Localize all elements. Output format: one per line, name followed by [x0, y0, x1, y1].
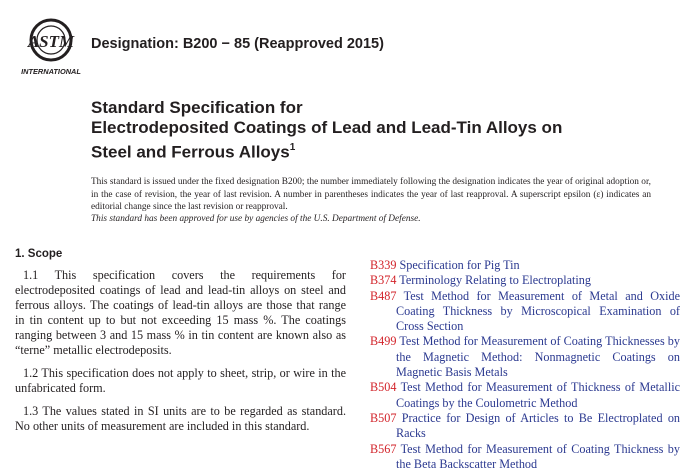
reference-item — [370, 258, 680, 273]
reference-link[interactable]: B487 — [370, 288, 397, 303]
title-footnote-marker[interactable]: 1 — [289, 142, 296, 153]
approval-note: This standard has been approved for use by agencies of the U.S. Department of Defense. — [91, 214, 421, 224]
reference-title[interactable]: Specification for Pig Tin — [399, 258, 520, 272]
reference-item — [370, 442, 680, 472]
reference-title[interactable]: Test Method for Measurement of Coating Thickness by the Beta Backscatter Method — [396, 441, 680, 471]
reference-item — [370, 334, 680, 380]
scope-paragraph: 1.3 The values stated in SI units are to be regarded as standard. No other units of measurement are included in this standard. — [15, 404, 346, 433]
title-line-2: Electrodeposited Coatings of Lead and Lead-Tin Alloys on — [91, 118, 563, 137]
logo-label: INTERNATIONAL — [21, 67, 81, 76]
reference-title[interactable]: Test Method for Measurement of Metal and Oxide Coating Thickness by Microscopical Examination of Cross Section — [396, 288, 680, 334]
reference-item — [370, 411, 680, 442]
title-line-3: Steel and Ferrous Alloys$^1$ — [91, 142, 296, 162]
scope-paragraph: 1.1 This specification covers the requirements for electrodeposited coatings of lead and lead-tin alloys on steel and ferrous alloys. The coatings of lead-tin alloys are those that range in tin content up to but not exceeding 15 mass %. The coatings ranging between 3 and 15 mass % in tin content are known also as “terne” metallic electrodeposits. — [15, 268, 346, 357]
astm-logo — [18, 12, 84, 78]
reference-link[interactable]: B374 — [370, 273, 397, 288]
reference-title[interactable]: Test Method for Measurement of Coating Thicknesses by the Magnetic Method: Nonmagnetic Coatings on Magnetic Basis Metals — [396, 334, 680, 380]
designation: Designation: B200 − 85 (Reapproved 2015) — [91, 36, 384, 52]
scope-section — [15, 248, 346, 442]
svg-text:ASTM: ASTM — [27, 32, 75, 51]
reference-link[interactable]: B567 — [370, 441, 397, 456]
reference-title[interactable]: Test Method for Measurement of Thickness of Metallic Coatings by the Coulometric Method — [396, 380, 680, 410]
scope-heading: 1. Scope — [15, 248, 63, 260]
reference-link[interactable]: B504 — [370, 380, 397, 395]
reference-link[interactable]: B507 — [370, 410, 397, 425]
reference-item — [370, 289, 680, 335]
document-title — [91, 98, 562, 163]
scope-paragraph: 1.2 This specification does not apply to sheet, strip, or wire in the unfabricated form. — [15, 366, 346, 395]
reference-title[interactable]: Terminology Relating to Electroplating — [399, 273, 591, 288]
reference-item — [370, 273, 680, 288]
reference-item — [370, 380, 680, 411]
title-line-1: Standard Specification for — [91, 98, 303, 117]
reference-link[interactable]: B339 — [370, 258, 397, 272]
astm-logo-icon — [18, 12, 84, 78]
reference-link[interactable]: B499 — [370, 334, 397, 349]
referenced-documents-list — [370, 258, 680, 472]
issuance-note: This standard is issued under the fixed designation B200; the number immediately following the designation indicates the year of original adoption or, in the case of revision, the year of last revision. A number in parentheses indicates the year of last reapproval. A superscript epsilon (ε) indicates an editorial change since the last revision or reapproval. — [91, 177, 651, 212]
reference-title[interactable]: Practice for Design of Articles to Be Electroplated on Racks — [396, 410, 681, 441]
